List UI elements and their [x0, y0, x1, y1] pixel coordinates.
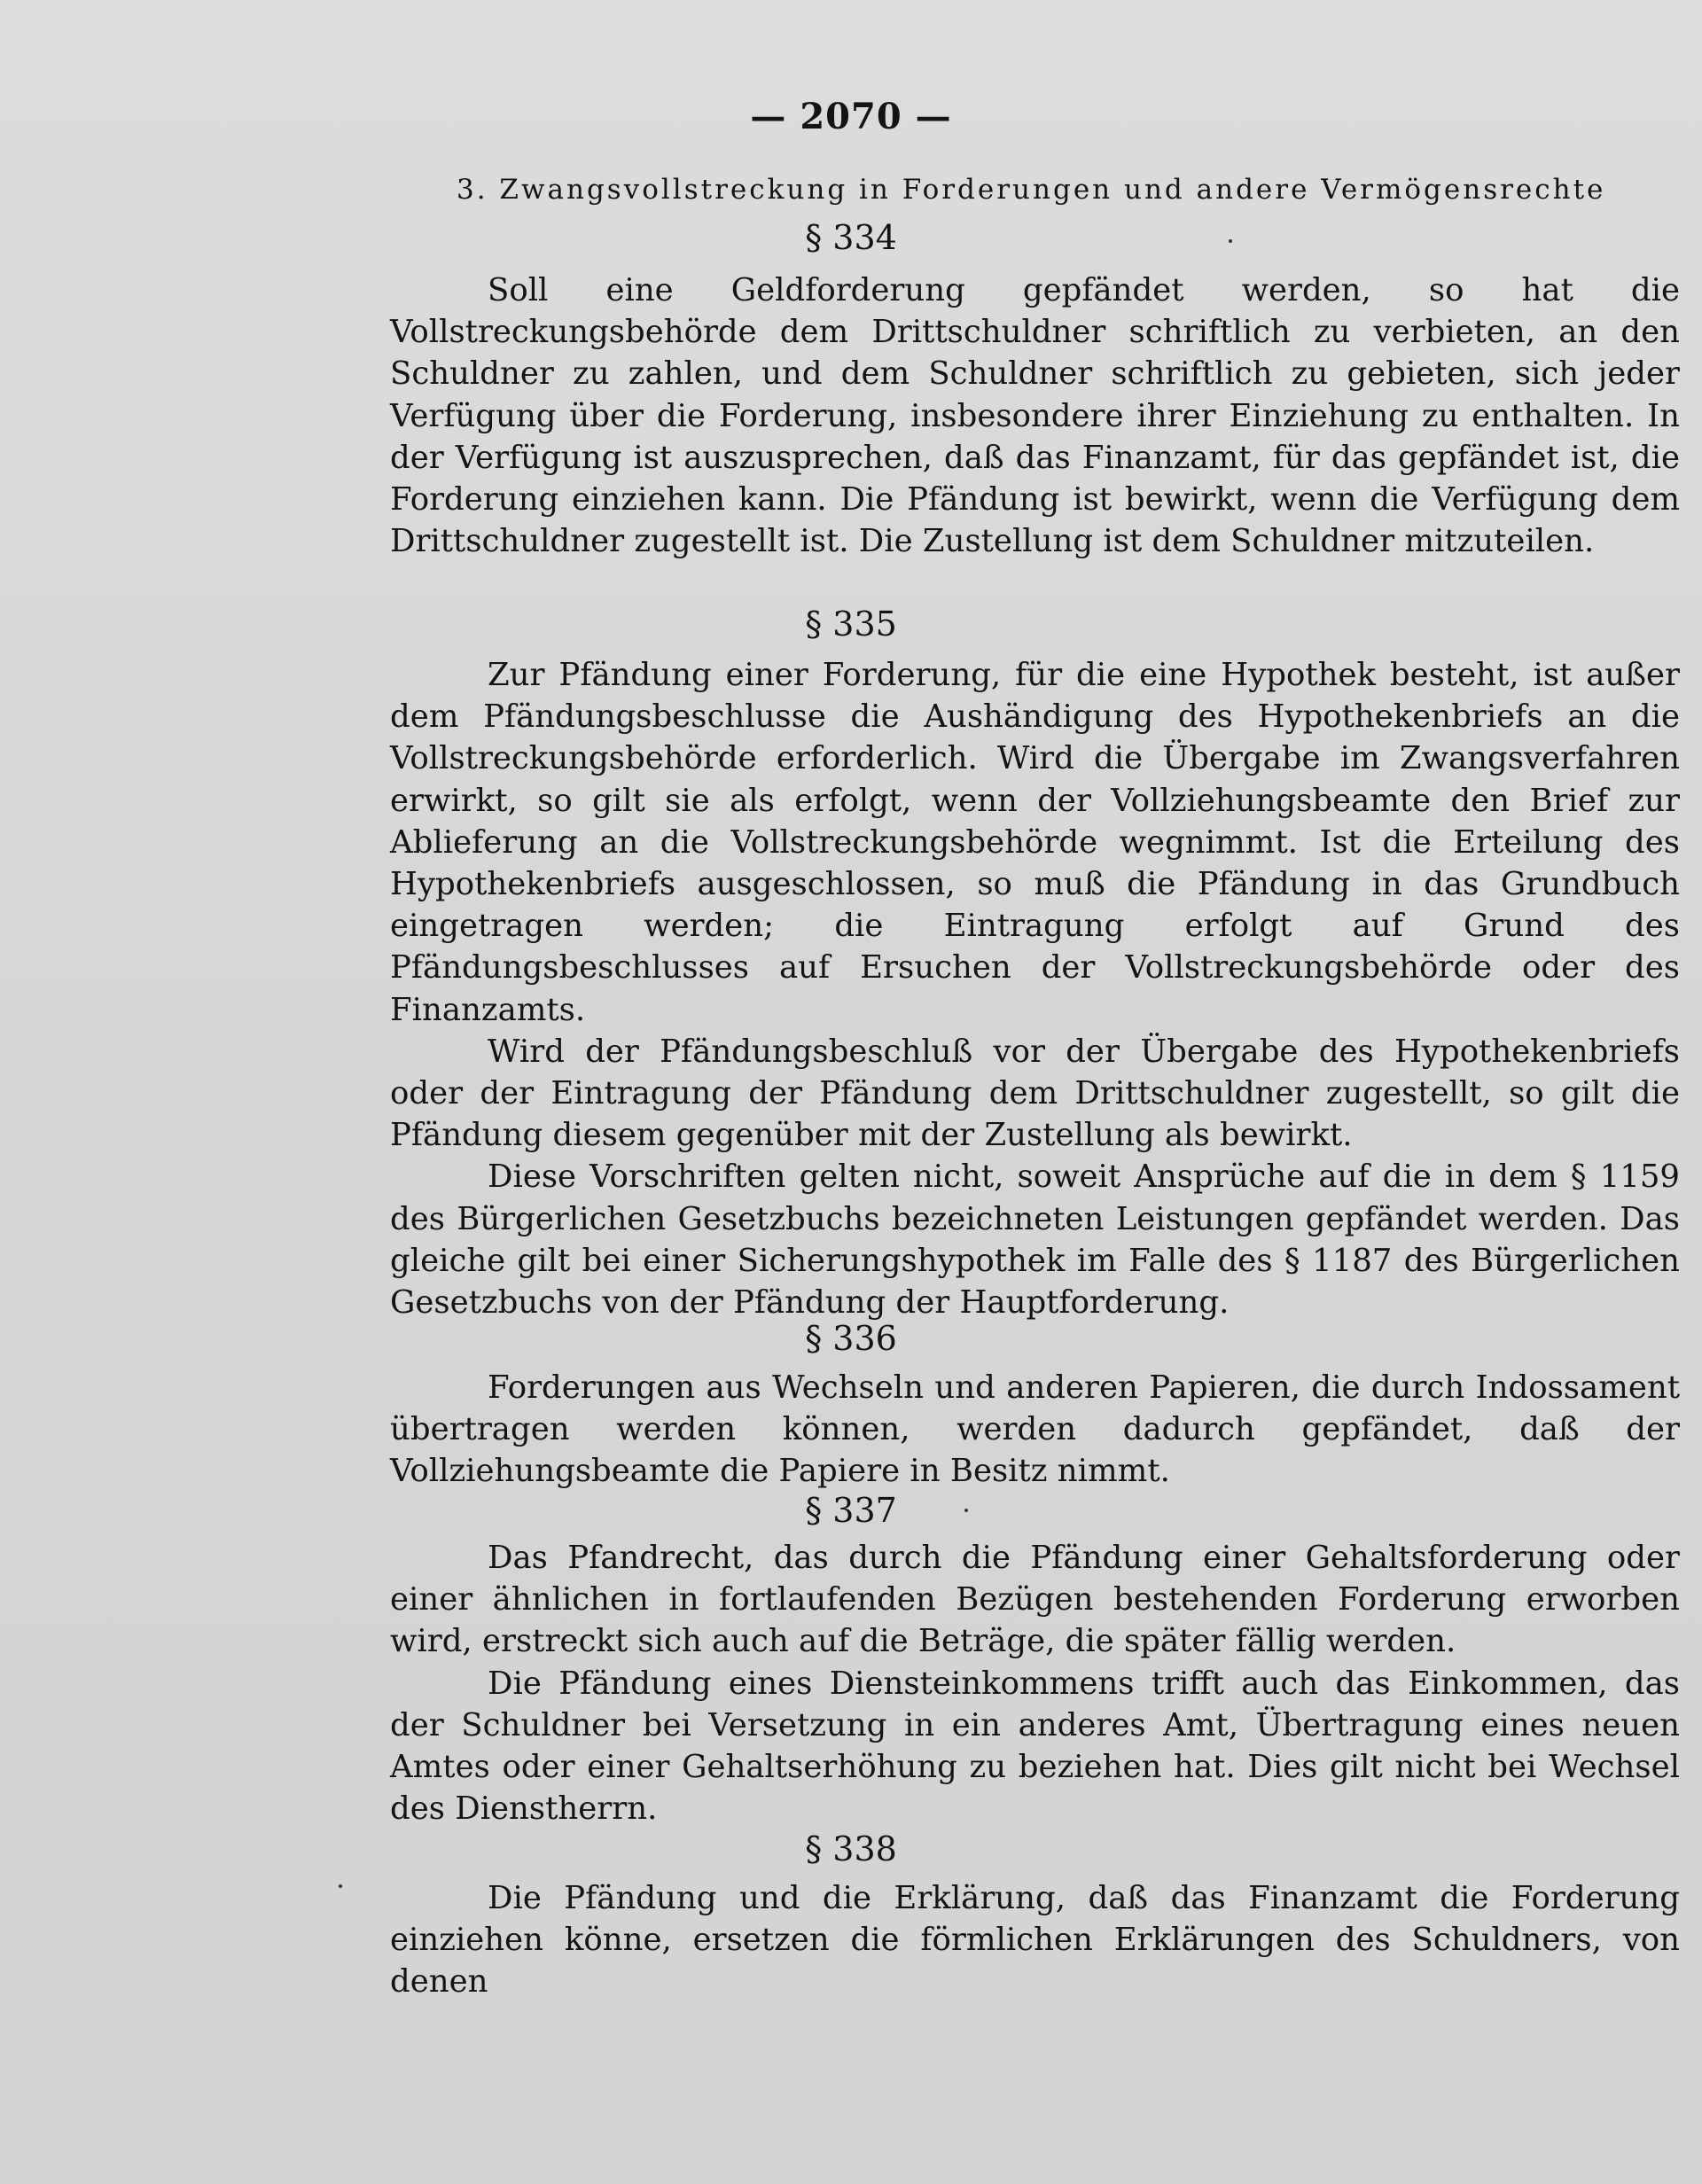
section-heading-336: § 336	[805, 1319, 897, 1358]
section-body-335	[390, 654, 1680, 1323]
running-head: 3. Zwangsvollstreckung in Forderungen und andere Vermögensrechte	[457, 174, 1606, 206]
page-number: — 2070 —	[750, 96, 952, 137]
section-heading-335: § 335	[805, 604, 897, 644]
paragraph: Soll eine Geldforderung gepfändet werden, so hat die Vollstreckungsbehörde dem Drittschuldner schriftlich zu verbieten, an den Schuldner zu zahlen, und dem Schuldner schriftlich zu gebieten, sich jeder Verfügung über die Forderung, insbesondere ihrer Einziehung zu enthalten. In der Verfügung ist auszusprechen, daß das Finanzamt, für das gepfändet ist, die Forderung einziehen kann. Die Pfändung ist bewirkt, wenn die Verfügung dem Drittschuldner zugestellt ist. Die Zustellung ist dem Schuldner mitzuteilen.	[390, 272, 1680, 560]
paragraph: Die Pfändung eines Diensteinkommens trifft auch das Einkommen, das der Schuldner bei Versetzung in ein anderes Amt, Übertragung eines neuen Amtes oder einer Gehaltserhöhung zu beziehen hat. Dies gilt nicht bei Wechsel des Dienstherrn.	[390, 1665, 1680, 1828]
section-heading-338: § 338	[805, 1829, 897, 1868]
section-body-337	[390, 1537, 1680, 1829]
paragraph: Diese Vorschriften gelten nicht, soweit Ansprüche auf die in dem § 1159 des Bürgerlichen Gesetzbuchs bezeichneten Leistungen gepfändet werden. Das gleiche gilt bei einer Sicherungshypothek im Falle des § 1187 des Bürgerlichen Gesetzbuchs von der Pfändung der Hauptforderung.	[390, 1158, 1680, 1322]
section-heading-334: § 334	[805, 218, 897, 257]
paragraph: Das Pfandrecht, das durch die Pfändung einer Gehaltsforderung oder einer ähnlichen in fortlaufenden Bezügen bestehenden Forderung erworben wird, erstreckt sich auch auf die Beträge, die später fällig werden.	[390, 1540, 1680, 1660]
paragraph: Zur Pfändung einer Forderung, für die eine Hypothek besteht, ist außer dem Pfändungsbeschlusse die Aushändigung des Hypothekenbriefs an die Vollstreckungsbehörde erforderlich. Wird die Übergabe im Zwangsverfahren erwirkt, so gilt sie als erfolgt, wenn der Vollziehungsbeamte den Brief zur Ablieferung an die Vollstreckungsbehörde wegnimmt. Ist die Erteilung des Hypothekenbriefs ausgeschlossen, so muß die Pfändung in das Grundbuch eingetragen werden; die Eintragung erfolgt auf Grund des Pfändungsbeschlusses auf Ersuchen der Vollstreckungsbehörde oder des Finanzamts.	[390, 657, 1680, 1028]
section-body-334	[390, 269, 1680, 562]
scan-speck	[339, 1884, 342, 1888]
section-body-338	[390, 1877, 1680, 2003]
scan-speck	[964, 1509, 968, 1512]
paragraph: Die Pfändung und die Erklärung, daß das Finanzamt die Forderung einziehen könne, ersetzen die förmlichen Erklärungen des Schuldners, von denen	[390, 1880, 1680, 2001]
scan-speck	[1229, 239, 1232, 243]
section-heading-337: § 337	[805, 1491, 897, 1530]
paragraph: Forderungen aus Wechseln und anderen Papieren, die durch Indossament übertragen werden können, werden dadurch gepfändet, daß der Vollziehungsbeamte die Papiere in Besitz nimmt.	[390, 1369, 1680, 1490]
paragraph: Wird der Pfändungsbeschluß vor der Übergabe des Hypothekenbriefs oder der Eintragung der Pfändung dem Drittschuldner zugestellt, so gilt die Pfändung diesem gegenüber mit der Zustellung als bewirkt.	[390, 1033, 1680, 1154]
section-body-336	[390, 1367, 1680, 1493]
